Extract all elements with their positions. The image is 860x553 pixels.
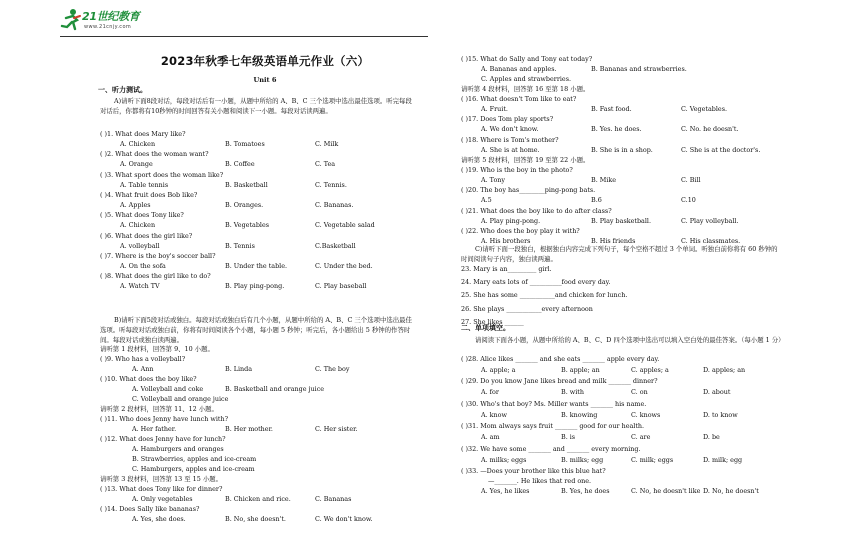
option-a: A. apple; a: [481, 366, 516, 374]
option-b: B. Vegetables: [225, 221, 270, 230]
option-c: C. She is at the doctor's.: [681, 145, 761, 154]
logo: [60, 8, 200, 34]
option-c: C. Bananas.: [315, 200, 354, 209]
option-a: A. Watch TV: [120, 282, 160, 291]
option-a: A. She is at home.: [481, 145, 540, 154]
question-text: ( )30. Who's that boy? Ms. Miller wants _______ his name.: [461, 399, 647, 408]
option-c: C. Play volleyball.: [681, 216, 739, 225]
option-a: A. Her father.: [132, 425, 177, 433]
option-a: A. Tony: [481, 176, 506, 185]
option-a: A. Yes, she does.: [132, 515, 186, 523]
question-text: ( )8. What does the girl like to do?: [100, 272, 211, 281]
option-c: C. No. he doesn't.: [681, 125, 739, 134]
fill-in-item: 26. She plays ___________every afternoon: [461, 304, 593, 313]
option-b: B. is: [561, 433, 576, 442]
option-b: B. milks; egg: [561, 455, 604, 464]
unit-label: Unit 6: [253, 76, 277, 84]
option-c: C. knows: [631, 410, 661, 419]
listen-material-2: 请听第 2 段材料，回答第 11、12 小题。: [100, 405, 218, 413]
fill-in-item: 24. Mary eats lots of __________food every day.: [461, 278, 611, 287]
option-c: C. Tea: [315, 160, 336, 169]
question-text: ( )19. Who is the boy in the photo?: [461, 166, 573, 175]
option-b: B. Yes, he does: [561, 487, 610, 495]
option-a: A. Ann: [132, 365, 154, 373]
option-a: A. Apples: [120, 200, 151, 209]
option-c: C. milk; eggs: [631, 455, 674, 464]
question-text: ( )3. What sport does the woman like?: [100, 170, 224, 179]
option-b: B. Her mother.: [225, 425, 273, 433]
option-b: B. Play basketball.: [591, 216, 651, 225]
option-b: B. Play ping-pong.: [225, 282, 285, 291]
option-d: D. to know: [703, 410, 738, 419]
option-a: A. am: [481, 433, 500, 442]
question-text: ( )1. What does Mary like?: [100, 130, 186, 138]
option-a: A. Only vegetables: [132, 495, 193, 503]
option-a: A. milks; eggs: [481, 455, 527, 464]
option-c: C. Vegetables.: [681, 105, 728, 113]
option-a: A. Yes, he likes: [481, 487, 530, 495]
header-divider: [60, 36, 428, 37]
option-b: B.6: [591, 196, 602, 205]
option-a: A. His brothers: [481, 237, 531, 245]
option-c: C. Play baseball: [315, 282, 367, 291]
option-a: A. Chicken: [120, 221, 156, 230]
option-b: B. Oranges.: [225, 200, 264, 209]
option-c: C. Bill: [681, 176, 701, 185]
option-b: B. She is in a shop.: [591, 145, 653, 154]
option-a: A. for: [481, 388, 499, 397]
part-c-instructions: C)请听下面一段独白，根据独白内容完成下列句子，每个空格不超过 3 个单词。听独白前你将有 60 秒钟的时间阅读句子内容，独白读两遍。: [461, 245, 778, 264]
option-b: B. His friends: [591, 237, 636, 245]
option-c: C. Her sister.: [315, 425, 358, 433]
option-b: B. Linda: [225, 365, 253, 373]
option-b: B. Under the table.: [225, 261, 288, 270]
option-c: C. Tennis.: [315, 180, 347, 189]
logo-url: www.21cnjy.com: [84, 24, 132, 30]
option-c: C. Bananas: [315, 495, 352, 503]
option-a: A. Table tennis: [120, 180, 169, 189]
option-a: A. We don't know.: [481, 125, 539, 134]
question-text: ( )7. Where is the boy's soccer ball?: [100, 251, 216, 260]
option-a: A. Hamburgers and oranges: [132, 445, 224, 453]
section-listening-heading: 一、听力测试。: [98, 86, 147, 94]
question-text: ( )31. Mom always says fruit _______ good for our health.: [461, 422, 645, 431]
listen-material-1: 请听第 1 段材料，回答第 9、10 小题。: [100, 345, 214, 353]
section-single-choice-heading: 二、单项填空。: [461, 324, 510, 332]
option-a: A. know: [481, 410, 507, 419]
option-d: D. be: [703, 433, 720, 442]
option-a: A. Play ping-pong.: [481, 216, 541, 225]
option-d: D. about: [703, 388, 731, 397]
option-c: C. His classmates.: [681, 237, 741, 245]
question-text: ( )17. Does Tom play sports?: [461, 115, 554, 124]
option-b: B. knowing: [561, 410, 598, 419]
listen-material-5: 请听第 5 段材料，回答第 19 至第 22 小题。: [461, 155, 590, 164]
fill-in-item: 25. She has some ___________and chicken for lunch.: [461, 291, 628, 300]
option-b: B. Fast food.: [591, 105, 632, 113]
question-text: ( )21. What does the boy like to do after class?: [461, 206, 612, 215]
option-b: B. apple; an: [561, 366, 600, 374]
page-title: 2023年秋季七年级英语单元作业（六）: [160, 54, 370, 68]
section-two-instructions: 请阅读下面各小题，从题中所给的 A、B、C、D 四个选项中选出可以填入空白处的最佳答案。（每小题 1 分）: [475, 336, 785, 344]
part-a-instructions: A)请听下面8段对话，每段对话后有一小题，从题中所给的 A、B、C 三个选项中选出最佳选项。听完每段对话后，你都将有10秒钟的时间回答有关小题和阅读下一小题。每段对话读两遍。: [100, 97, 412, 116]
listen-material-4: 请听第 4 段材料，回答第 16 至第 18 小题。: [461, 85, 590, 93]
option-b: B. Yes. he does.: [591, 125, 642, 134]
part-b-instructions: B)请听下面5段对话或独白。每段对话或独白后有几个小题，从题中所给的 A、B、C 三个选项中选出最佳选项。听每段对话或独白前，你将有时间阅读各个小题，每小题 5 秒钟；听完后，各小题给出 5 秒钟的作答时间。每段对话或独白读两遍。: [100, 316, 412, 345]
option-a: A. volleyball: [120, 241, 160, 250]
option-c: C. No, he doesn't like: [631, 487, 701, 495]
question-text: ( )4. What fruit does Bob like?: [100, 190, 198, 199]
option-c: C. Apples and strawberries.: [481, 75, 572, 83]
option-a: A. Chicken: [120, 140, 156, 148]
option-c: C. We don't know.: [315, 515, 373, 523]
runner-logo-icon: [60, 8, 82, 32]
option-d: D. apples; an: [703, 366, 746, 374]
question-text: ( )28. Alice likes _______ and she eats _______ apple every day.: [461, 355, 660, 363]
option-a: A. Bananas and apples.: [481, 65, 557, 73]
question-text: ( )2. What does the woman want?: [100, 150, 209, 159]
option-b: B. No, she doesn't.: [225, 515, 286, 523]
option-b: B. Tomatoes: [225, 140, 265, 148]
option-a: A. Orange: [120, 160, 153, 169]
option-d: D. No, he doesn't: [703, 487, 759, 495]
option-b: B. Mike: [591, 176, 617, 185]
question-text: ( )6. What does the girl like?: [100, 231, 193, 240]
question-text: ( )22. Who does the boy play it with?: [461, 227, 580, 235]
option-d: D. milk; egg: [703, 455, 743, 464]
option-b: B. Basketball and orange juice: [225, 385, 325, 393]
option-c: C. Under the bed.: [315, 261, 373, 270]
option-a: A. On the sofa: [120, 261, 166, 270]
option-b: B. with: [561, 388, 584, 397]
question-text: ( )29. Do you know Jane likes bread and milk _______ dinner?: [461, 377, 658, 386]
option-b: B. Bananas and strawberries.: [591, 65, 687, 73]
listen-material-3: 请听第 3 段材料，回答第 13 至 15 小题。: [100, 475, 222, 483]
fill-in-item: 27. She likes ______: [461, 317, 524, 326]
option-c: C.10: [681, 196, 696, 205]
option-a: A.5: [481, 196, 492, 205]
option-c: C.Basketball: [315, 241, 356, 250]
option-c: C. Milk: [315, 140, 339, 148]
option-b: B. Basketball: [225, 180, 268, 189]
question-text: ( )5. What does Tony like?: [100, 211, 184, 220]
option-b: B. Strawberries, apples and ice-cream: [132, 455, 257, 463]
option-a: A. Volleyball and coke: [132, 385, 204, 393]
option-c: C. are: [631, 433, 651, 442]
option-c: C. apples; a: [631, 366, 669, 374]
question-text: ( )32. We have some _______ and _______ every morning.: [461, 444, 641, 453]
option-c: C. Hamburgers, apples and ice-cream: [132, 465, 255, 473]
option-a: A. Fruit.: [481, 105, 508, 113]
option-c: C. The boy: [315, 365, 350, 373]
question-text: ( )18. Where is Tom's mother?: [461, 135, 559, 144]
question-text: ( )16. What doesn't Tom like to eat?: [461, 95, 577, 103]
question-text: ( )20. The boy has________ping-pong bats.: [461, 186, 596, 195]
fill-in-item: 23. Mary is an_________ girl.: [461, 265, 552, 273]
option-c: C. Volleyball and orange juice: [132, 395, 229, 403]
option-b: B. Tennis: [225, 241, 255, 250]
option-b: B. Coffee: [225, 160, 255, 169]
option-b: B. Chicken and rice.: [225, 495, 291, 503]
option-c: C. Vegetable salad: [315, 221, 375, 230]
logo-brand: 21世纪教育: [82, 10, 140, 23]
option-c: C. on: [631, 388, 648, 397]
